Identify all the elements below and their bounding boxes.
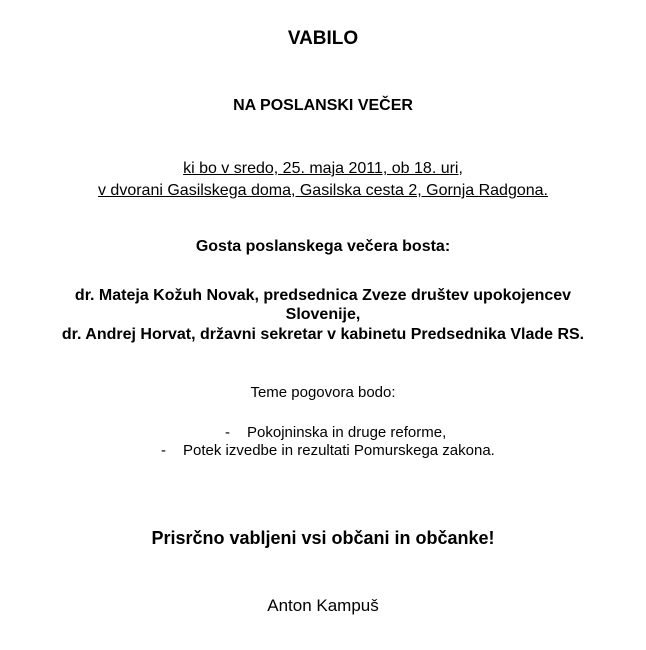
list-dash: - (161, 442, 166, 459)
guest-1-line-2: Slovenije, (285, 306, 361, 323)
topics-heading: Teme pogovora bodo: (250, 384, 396, 401)
topic-item (225, 424, 446, 441)
signature: Anton Kampuš (267, 596, 379, 615)
document-title: VABILO (287, 28, 359, 49)
event-venue-line: v dvorani Gasilskega doma, Gasilska cesta 2, Gornja Radgona. (97, 182, 548, 199)
document-subtitle: NA POSLANSKI VEČER (233, 97, 413, 114)
guest-1-line-1: dr. Mateja Kožuh Novak, predsednica Zveze društev upokojencev (74, 287, 572, 304)
closing-invitation: Prisrčno vabljeni vsi občani in občanke! (151, 528, 495, 548)
topic-text: Pokojninska in druge reforme, (247, 424, 447, 441)
event-date-line: ki bo v sredo, 25. maja 2011, ob 18. uri, (183, 160, 463, 177)
guests-heading: Gosta poslanskega večera bosta: (195, 238, 451, 255)
topic-item (161, 442, 495, 459)
list-dash: - (225, 424, 230, 441)
guest-2: dr. Andrej Horvat, državni sekretar v kabinetu Predsednika Vlade RS. (61, 326, 585, 343)
topic-text: Potek izvedbe in rezultati Pomurskega zakona. (183, 442, 495, 459)
